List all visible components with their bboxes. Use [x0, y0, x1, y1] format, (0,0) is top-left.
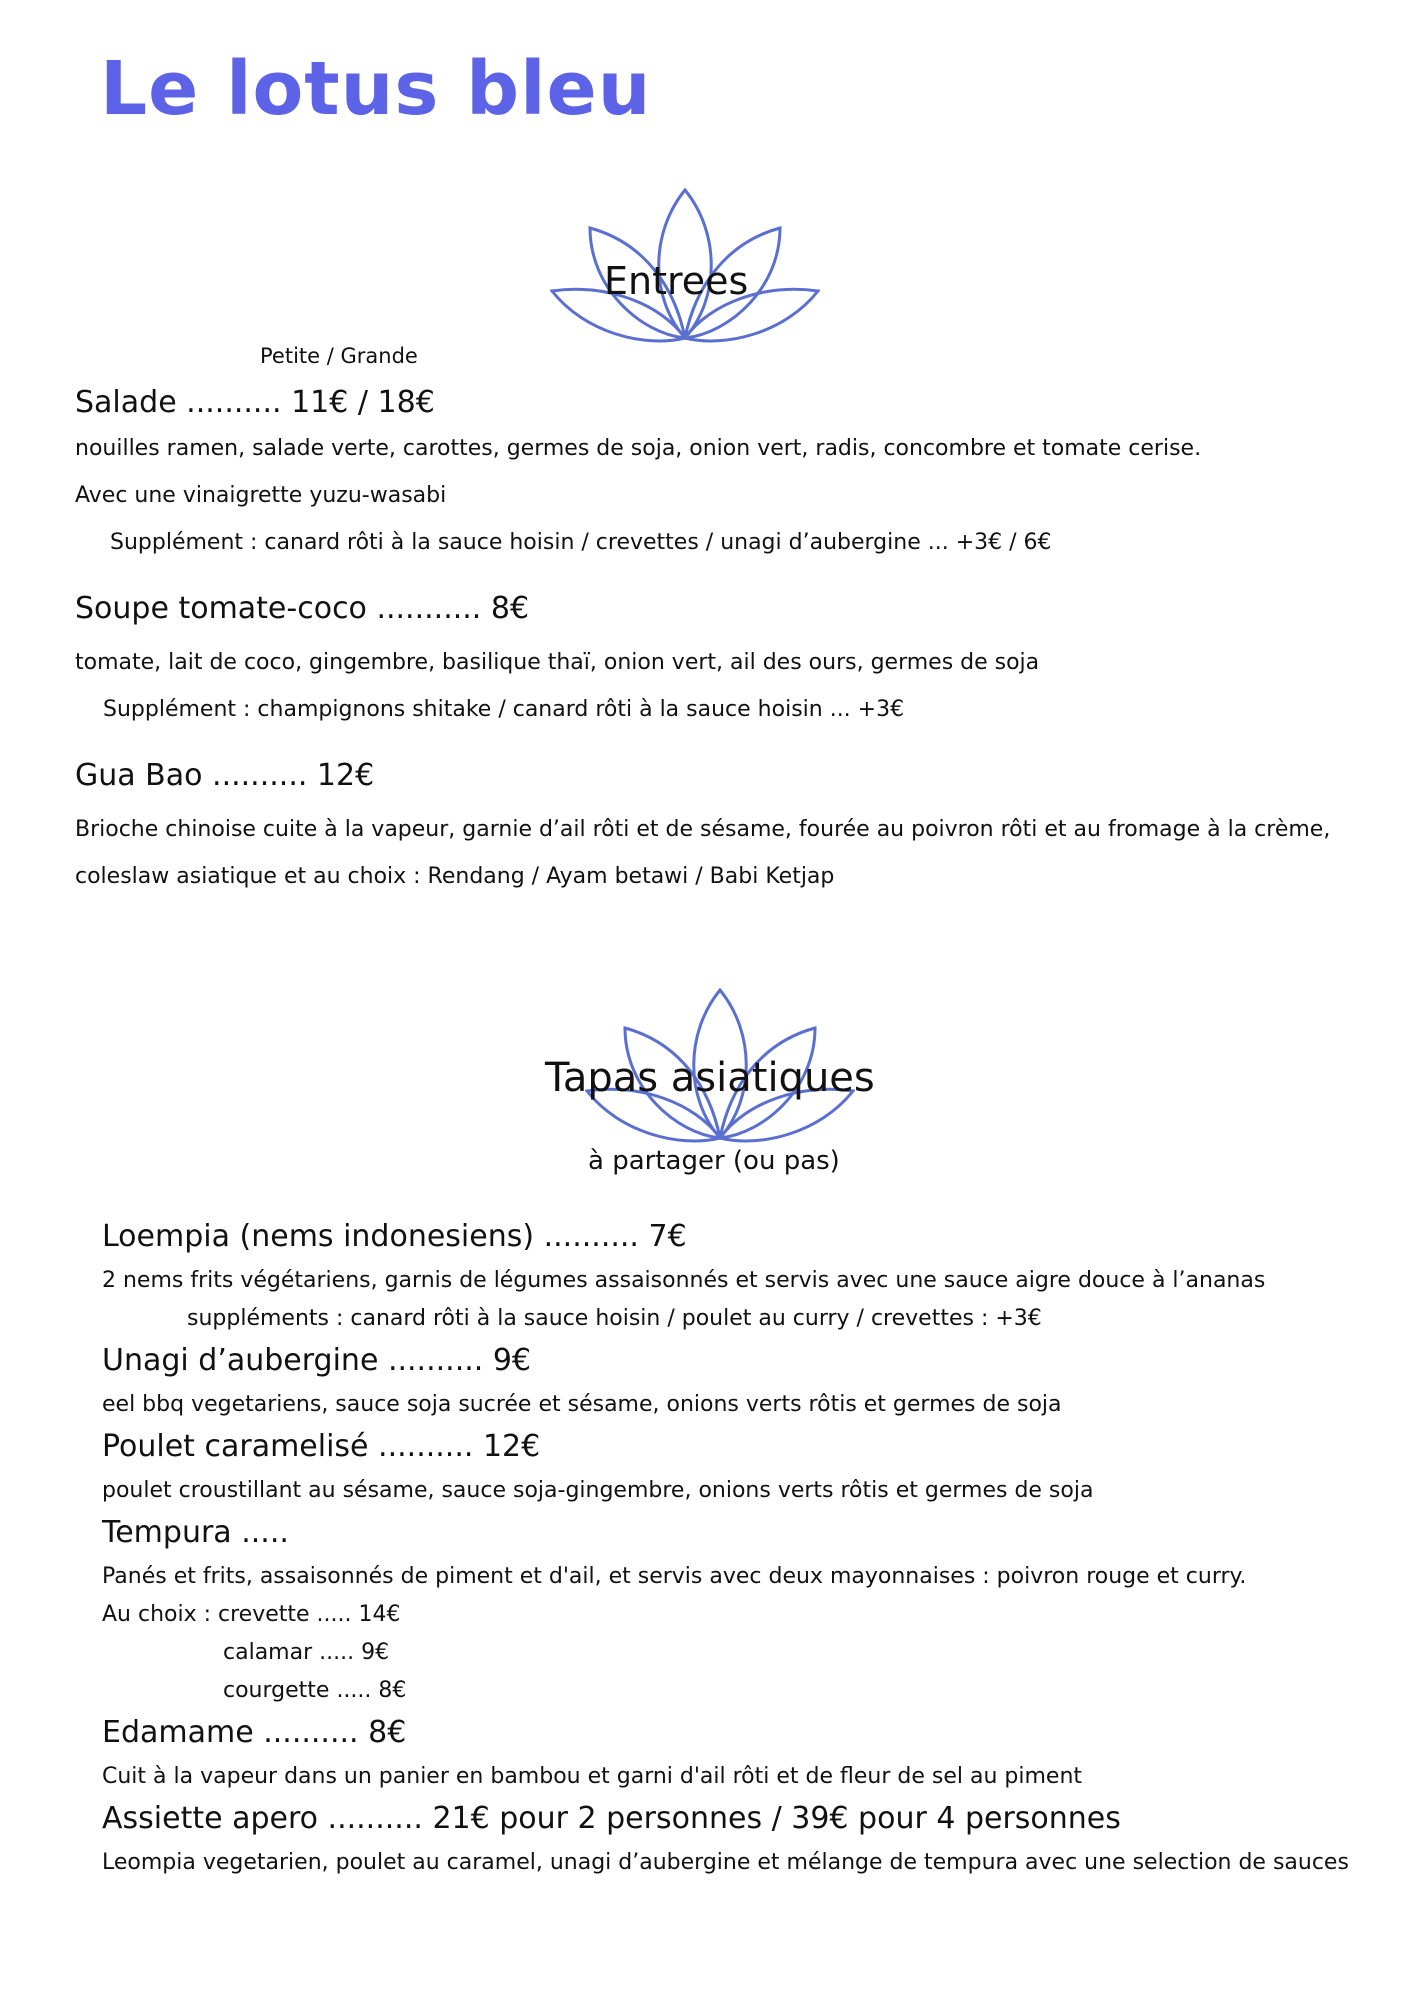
- restaurant-name: Le lotus bleu: [100, 46, 652, 132]
- item-supplement: Supplément : canard rôti à la sauce hoisin / crevettes / unagi d’aubergine ... +3€ / 6€: [110, 530, 1052, 555]
- menu-item-loempia: Loempia (nems indonesiens) .......... 7€: [102, 1219, 687, 1254]
- item-description: Leompia vegetarien, poulet au caramel, unagi d’aubergine et mélange de tempura avec une selection de sauces: [102, 1850, 1349, 1875]
- tempura-choice: courgette ..... 8€: [223, 1678, 407, 1703]
- item-description: Cuit à la vapeur dans un panier en bambou et garni d'ail rôti et de fleur de sel au piment: [102, 1764, 1083, 1789]
- menu-item-soupe: Soupe tomate-coco ........... 8€: [75, 591, 530, 626]
- item-supplement: Supplément : champignons shitake / canard rôti à la sauce hoisin ... +3€: [103, 697, 905, 722]
- menu-item-assiette: Assiette apero .......... 21€ pour 2 personnes / 39€ pour 4 personnes: [102, 1801, 1121, 1836]
- item-supplement: suppléments : canard rôti à la sauce hoisin / poulet au curry / crevettes : +3€: [187, 1306, 1042, 1331]
- item-description: 2 nems frits végétariens, garnis de légumes assaisonnés et servis avec une sauce aigre douce à l’ananas: [102, 1268, 1266, 1293]
- section-subtitle: à partager (ou pas): [588, 1146, 840, 1176]
- menu-item-edamame: Edamame .......... 8€: [102, 1715, 407, 1750]
- tempura-choice: calamar ..... 9€: [223, 1640, 390, 1665]
- menu-item-poulet: Poulet caramelisé .......... 12€: [102, 1429, 541, 1464]
- item-description: Brioche chinoise cuite à la vapeur, garnie d’ail rôti et de sésame, fourée au poivron rôti et au fromage à la crème,: [75, 817, 1331, 842]
- section-title-entrees: Entrees: [604, 259, 749, 303]
- size-header: Petite / Grande: [260, 344, 418, 368]
- menu-item-tempura: Tempura .....: [102, 1515, 289, 1550]
- item-description: Avec une vinaigrette yuzu-wasabi: [75, 483, 447, 508]
- item-description: nouilles ramen, salade verte, carottes, germes de soja, onion vert, radis, concombre et tomate cerise.: [75, 436, 1202, 461]
- menu-item-salade: Salade .......... 11€ / 18€: [75, 385, 435, 420]
- item-description: coleslaw asiatique et au choix : Rendang / Ayam betawi / Babi Ketjap: [75, 864, 835, 889]
- item-description: poulet croustillant au sésame, sauce soja-gingembre, onions verts rôtis et germes de soja: [102, 1478, 1094, 1503]
- item-description: tomate, lait de coco, gingembre, basilique thaï, onion vert, ail des ours, germes de soja: [75, 650, 1040, 675]
- section-title-tapas: Tapas asiatiques: [545, 1055, 875, 1101]
- menu-item-unagi: Unagi d’aubergine .......... 9€: [102, 1343, 532, 1378]
- menu-item-guabao: Gua Bao .......... 12€: [75, 758, 375, 793]
- item-description: Panés et frits, assaisonnés de piment et d'ail, et servis avec deux mayonnaises : poivron rouge et curry.: [102, 1564, 1247, 1589]
- tempura-choice: Au choix : crevette ..... 14€: [102, 1602, 401, 1627]
- item-description: eel bbq vegetariens, sauce soja sucrée et sésame, onions verts rôtis et germes de soja: [102, 1392, 1062, 1417]
